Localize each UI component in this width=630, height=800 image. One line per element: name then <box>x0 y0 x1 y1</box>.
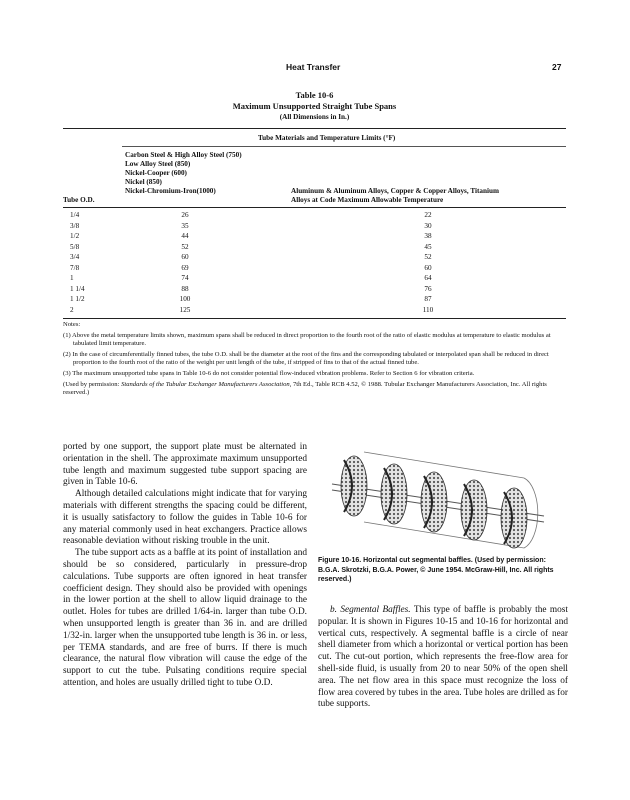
cell-tube-od: 3/4 <box>70 253 80 261</box>
paragraph: ported by one support, the support plate must be alternated in orientation in the shell. The approximate maximum unsupported tube length and maximum suggested tube support spacing are given in Table 10-6. <box>63 442 307 488</box>
notes-label: Notes: <box>63 321 81 328</box>
running-title: Heat Transfer <box>286 62 341 72</box>
page-number: 27 <box>552 62 562 72</box>
cell-steel-span: 52 <box>181 242 189 251</box>
col-header-tube-od: Tube O.D. <box>63 196 95 204</box>
baffle-plate <box>501 488 527 548</box>
cell-aluminum-span: 87 <box>424 295 432 303</box>
cell-aluminum-span: 52 <box>424 253 432 261</box>
cell-steel-span: 35 <box>181 221 189 230</box>
baffle-plate <box>461 480 487 540</box>
section-heading: b. Segmental Baffles. <box>330 605 411 615</box>
cell-tube-od: 1 1/4 <box>70 284 85 293</box>
cell-steel-span: 88 <box>181 284 189 293</box>
paragraph: The tube support acts as a baffle at its point of installation and should be so considered, particularly in pressure-drop calculations. Tube supports are often ignored in heat transfer coefficient design. They should also be provided with openings in the lower portion at the shell to allow liquid drainage to the outlet. Holes for tubes are drilled 1/64-in. larger than tube O.D. when unsupported length is greater than 36 in. and are drilled 1/32-in. larger when the unsupported tube length is 36 in. or less, per TEMA standards, and are free of burrs. If there is much clearance, the natural flow vibration will cause the edge of the support to cut the tube. Pulsating conditions require special attention, and holes are usually drilled tight to tube O.D. <box>63 548 307 688</box>
cell-tube-od: 3/8 <box>70 221 80 230</box>
table-group-header: Tube Materials and Temperature Limits (°F) <box>258 134 396 142</box>
cell-tube-od: 2 <box>70 305 74 314</box>
figure-caption: Figure 10-16. Horizontal cut segmental baffles. (Used by permission: B.G.A. Skrotzki, B.G.A. Power, © June 1954. McGraw-Hill, Inc. All rights reserved.) <box>318 557 554 583</box>
cell-aluminum-span: 30 <box>424 221 432 230</box>
table-notes <box>63 321 566 400</box>
cell-tube-od: 1/2 <box>70 232 80 240</box>
left-column <box>63 442 307 690</box>
group-header-rule <box>122 146 566 147</box>
table-title: Maximum Unsupported Straight Tube Spans <box>232 101 397 111</box>
cell-aluminum-span: 60 <box>424 263 432 272</box>
col-header-steel: Carbon Steel & High Alloy Steel (750) Low Alloy Steel (850) Nickel-Cooper (600) Nickel (850) Nickel-Chromium-Iron(1000) <box>125 151 242 195</box>
table-bottom-rule <box>63 318 566 319</box>
baffle-plate <box>381 464 407 524</box>
header-rule <box>63 207 566 208</box>
cell-steel-span: 74 <box>181 274 189 282</box>
cell-tube-od: 1 1/2 <box>70 295 85 303</box>
paragraph: b. Segmental Baffles. This type of baffle is probably the most popular. It is shown in Figures 10-15 and 10-16 for horizontal and vertical cuts, respectively. A segmental baffle is a circle of near shell diameter from which a horizontal or vertical portion has been cut. The cut-out portion, which represents the free-flow area for shell-side fluid, is usually from 20 to near 50% of the open shell area. The net flow area in this space must recognize the loss of flow area covered by tubes in the area. Tube holes are drilled as for tube supports. <box>318 605 568 710</box>
cell-tube-od: 1/4 <box>70 211 80 219</box>
permission-note: (Used by permission: Standards of the Tubular Exchanger Manufacturers Association, 7th Ed., Table RCB 4.52, © 1988. Tubular Exchanger Manufacturers Association, Inc. All rights reserved.) <box>63 380 547 397</box>
cell-tube-od: 5/8 <box>70 242 80 251</box>
note-2: (2) In the case of circumferentially finned tubes, the tube O.D. shall be the diameter at the root of the fins and the corresponding tabulated or interpolated span shall be reduced in direct proportion to the fourth root of the ratio of the weight per unit length of the tube, if stripped of fins to that of the actual finned tube. <box>63 350 549 367</box>
cell-steel-span: 60 <box>181 253 189 261</box>
cell-aluminum-span: 76 <box>424 284 432 293</box>
cell-aluminum-span: 64 <box>424 274 432 282</box>
cell-tube-od: 1 <box>70 274 74 282</box>
cell-steel-span: 44 <box>181 232 189 240</box>
cell-aluminum-span: 110 <box>422 305 434 314</box>
cell-steel-span: 26 <box>181 211 189 219</box>
baffle-plate <box>421 472 447 532</box>
cell-aluminum-span: 38 <box>424 232 432 240</box>
col-header-aluminum: Aluminum & Aluminum Alloys, Copper & Copper Alloys, Titanium Alloys at Code Maximum Allowable Temperature <box>291 187 499 204</box>
note-3: (3) The maximum unsupported tube spans in Table 10-6 do not consider potential flow-induced vibration problems. Refer to Section 6 for vibration criteria. <box>63 369 475 377</box>
cell-aluminum-span: 22 <box>424 211 432 219</box>
table-top-rule <box>63 128 566 129</box>
table-number: Table 10-6 <box>295 90 334 100</box>
cell-steel-span: 100 <box>179 295 191 303</box>
cell-tube-od: 7/8 <box>70 263 80 272</box>
cell-steel-span: 69 <box>181 263 189 272</box>
table-subtitle: (All Dimensions in In.) <box>279 113 350 121</box>
paragraph: Although detailed calculations might indicate that for varying materials with different strengths the spacing could be different, it is usually satisfactory to follow the guides in Table 10-6 for any material commonly used in heat exchangers. Practice allows reasonable deviation without risking trouble in the unit. <box>63 489 307 547</box>
cell-steel-span: 125 <box>179 305 191 314</box>
right-column <box>318 605 568 711</box>
baffle-plate <box>341 456 367 516</box>
cell-aluminum-span: 45 <box>424 242 432 251</box>
segmental-baffle-figure <box>324 444 556 549</box>
note-1: (1) Above the metal temperature limits shown, maximum spans shall be reduced in direct proportion to the fourth root of the ratio of elastic modulus at temperature to elastic modulus at tabulated limit temperature. <box>63 331 551 348</box>
